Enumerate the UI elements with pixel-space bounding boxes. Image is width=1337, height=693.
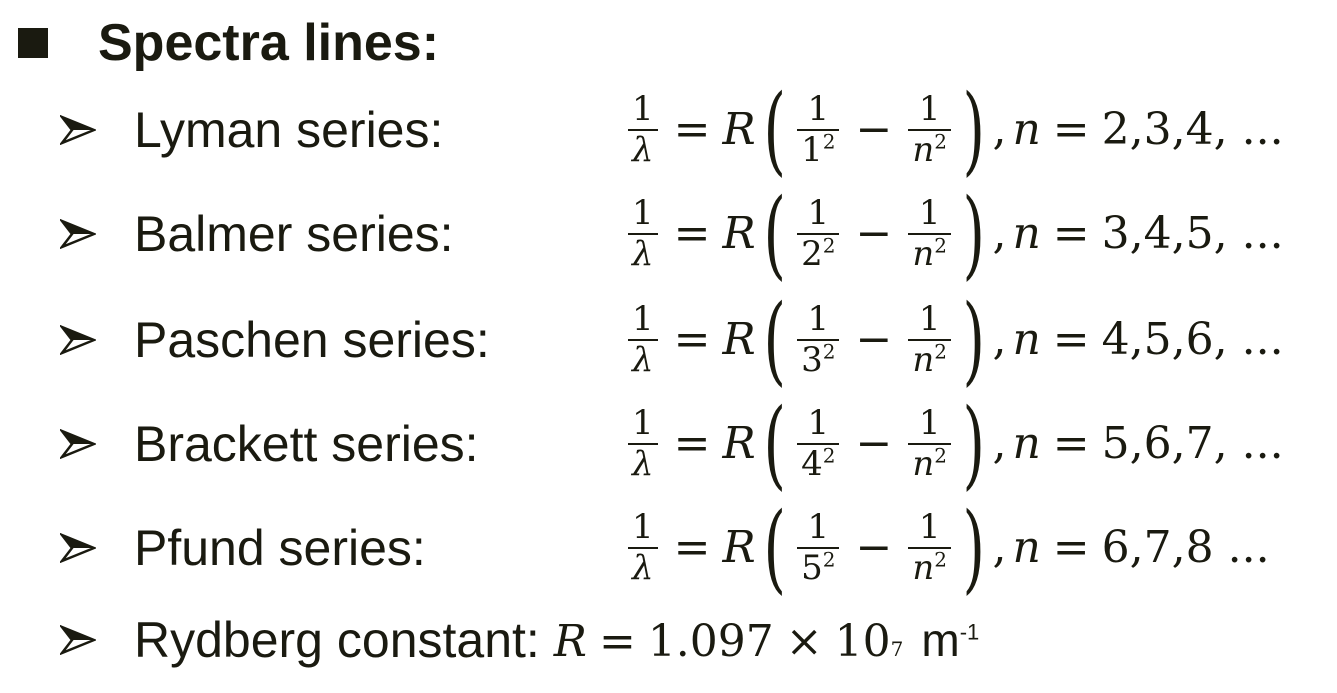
fraction-denominator — [797, 549, 839, 588]
exponent: 2 — [934, 129, 947, 154]
fraction-denominator-lambda: λ — [632, 443, 654, 484]
right-paren: ) — [962, 387, 985, 500]
fraction-denominator-lambda: λ — [632, 339, 654, 380]
series-formula — [624, 387, 1284, 500]
inverse-wavelength-fraction — [628, 300, 658, 380]
n-symbol: n — [1012, 104, 1041, 156]
series-row — [58, 283, 1328, 396]
fraction-denominator — [797, 341, 839, 380]
rydberg-formula: R = 1.097 × 10 7 $m^{-1}$ — [553, 614, 980, 667]
rydberg-symbol: R — [722, 208, 756, 260]
series-formula — [624, 177, 1284, 290]
lower-level-value: 4 — [801, 443, 823, 484]
fraction-numerator: 1 — [807, 88, 830, 129]
upper-level-fraction — [908, 404, 951, 484]
rydberg-symbol: R — [722, 522, 756, 574]
equals-sign: = — [1052, 104, 1090, 156]
heading-text: Spectra lines: — [98, 14, 440, 72]
series-label: Balmer series: — [134, 206, 454, 262]
lower-level-value: 1 — [801, 129, 823, 170]
square-bullet-icon — [18, 28, 48, 58]
left-paren: ( — [763, 491, 786, 604]
left-paren: ( — [763, 177, 786, 290]
right-paren: ) — [962, 491, 985, 604]
upper-level-fraction — [908, 90, 951, 170]
series-row — [58, 491, 1328, 604]
n-values: 6,7,8 ... — [1101, 522, 1270, 574]
equals-sign: = — [1052, 314, 1090, 366]
n-symbol: n — [912, 339, 935, 380]
series-label: Pfund series: — [134, 520, 426, 576]
n-symbol: n — [1012, 418, 1041, 470]
fraction-numerator: 1 — [807, 402, 830, 443]
minus-sign: − — [855, 314, 893, 366]
minus-sign: − — [855, 522, 893, 574]
arrow-bullet-icon — [58, 322, 98, 358]
rydberg-symbol: R — [722, 418, 756, 470]
fraction-numerator: 1 — [918, 402, 941, 443]
exponent: 2 — [822, 129, 836, 154]
n-values: 5,6,7, ... — [1101, 418, 1284, 470]
series-row — [58, 177, 1328, 290]
comma: , — [992, 314, 1007, 366]
n-values: 4,5,6, ... — [1101, 314, 1284, 366]
right-paren: ) — [962, 73, 985, 186]
fraction-denominator-lambda: λ — [632, 129, 654, 170]
fraction-numerator: 1 — [918, 506, 941, 547]
comma: , — [992, 418, 1007, 470]
series-row — [58, 387, 1328, 500]
exponent: 2 — [934, 233, 947, 258]
fraction-denominator — [797, 235, 839, 274]
series-label: Lyman series: — [134, 102, 444, 158]
lower-level-fraction — [797, 508, 839, 588]
rydberg-label: Rydberg constant: — [134, 612, 540, 668]
fraction-numerator: 1 — [807, 506, 830, 547]
series-formula — [624, 283, 1284, 396]
inverse-wavelength-fraction — [628, 90, 658, 170]
equals-sign: = — [673, 208, 711, 260]
comma: , — [992, 522, 1007, 574]
left-paren: ( — [763, 387, 786, 500]
right-paren: ) — [962, 283, 985, 396]
left-paren: ( — [763, 283, 786, 396]
lower-level-fraction — [797, 404, 839, 484]
exponent: 2 — [822, 233, 836, 258]
n-values: 3,4,5, ... — [1101, 208, 1284, 260]
n-symbol: n — [1012, 314, 1041, 366]
upper-level-fraction — [908, 194, 951, 274]
left-paren: ( — [763, 73, 786, 186]
series-row — [58, 73, 1328, 186]
comma: , — [992, 104, 1007, 156]
fraction-denominator — [797, 445, 839, 484]
series-formula — [624, 73, 1284, 186]
fraction-numerator: 1 — [632, 506, 654, 547]
minus-sign: − — [855, 104, 893, 156]
exponent: 2 — [934, 339, 947, 364]
lower-level-value: 3 — [801, 339, 823, 380]
rydberg-row — [58, 588, 1328, 692]
fraction-denominator — [908, 445, 951, 484]
fraction-denominator-lambda: λ — [632, 547, 654, 588]
fraction-denominator — [908, 549, 951, 588]
rydberg-equals: = — [598, 616, 636, 667]
n-symbol: n — [912, 233, 935, 274]
rydberg-symbol: R — [722, 104, 756, 156]
n-symbol: n — [1012, 208, 1041, 260]
arrow-bullet-icon — [58, 426, 98, 462]
heading — [18, 8, 439, 78]
inverse-wavelength-fraction — [628, 404, 658, 484]
fraction-numerator: 1 — [632, 88, 654, 129]
equals-sign: = — [1052, 522, 1090, 574]
rydberg-unit — [921, 613, 979, 667]
n-symbol: n — [912, 129, 935, 170]
inverse-wavelength-fraction — [628, 508, 658, 588]
minus-sign: − — [855, 418, 893, 470]
fraction-numerator: 1 — [632, 402, 654, 443]
equals-sign: = — [1052, 418, 1090, 470]
exponent: 2 — [822, 443, 836, 468]
fraction-denominator-lambda: λ — [632, 233, 654, 274]
arrow-bullet-icon — [58, 530, 98, 566]
fraction-numerator: 1 — [807, 192, 830, 233]
fraction-denominator — [908, 131, 951, 170]
rydberg-times: × — [785, 616, 823, 667]
arrow-bullet-icon — [58, 622, 98, 658]
n-symbol: n — [912, 547, 935, 588]
fraction-numerator: 1 — [918, 88, 941, 129]
equals-sign: = — [1052, 208, 1090, 260]
exponent: 2 — [822, 547, 836, 572]
rydberg-symbol: R — [553, 616, 587, 667]
series-label: Paschen series: — [134, 312, 490, 368]
n-values: 2,3,4, ... — [1101, 104, 1284, 156]
fraction-numerator: 1 — [632, 192, 654, 233]
rydberg-unit-symbol: m — [921, 614, 960, 666]
inverse-wavelength-fraction — [628, 194, 658, 274]
comma: , — [992, 208, 1007, 260]
equals-sign: = — [673, 418, 711, 470]
rydberg-mantissa: 1.097 — [647, 616, 774, 667]
exponent: 2 — [934, 547, 947, 572]
fraction-numerator: 1 — [632, 298, 654, 339]
rydberg-symbol: R — [722, 314, 756, 366]
fraction-denominator — [908, 235, 951, 274]
lower-level-value: 2 — [801, 233, 823, 274]
fraction-denominator — [908, 341, 951, 380]
equals-sign: = — [673, 522, 711, 574]
lower-level-fraction — [797, 90, 839, 170]
fraction-denominator — [797, 131, 839, 170]
equals-sign: = — [673, 104, 711, 156]
exponent: 2 — [934, 443, 947, 468]
arrow-bullet-icon — [58, 216, 98, 252]
minus-sign: − — [855, 208, 893, 260]
fraction-numerator: 1 — [918, 192, 941, 233]
rydberg-base: 10 — [834, 616, 891, 667]
lower-level-value: 5 — [801, 547, 823, 588]
exponent: 2 — [822, 339, 836, 364]
upper-level-fraction — [908, 300, 951, 380]
right-paren: ) — [962, 177, 985, 290]
lower-level-fraction — [797, 300, 839, 380]
series-formula — [624, 491, 1270, 604]
rydberg-unit-exponent: -1 — [959, 619, 980, 645]
n-symbol: n — [1012, 522, 1041, 574]
fraction-numerator: 1 — [807, 298, 830, 339]
equals-sign: = — [673, 314, 711, 366]
arrow-bullet-icon — [58, 112, 98, 148]
upper-level-fraction — [908, 508, 951, 588]
n-symbol: n — [912, 443, 935, 484]
series-label: Brackett series: — [134, 416, 479, 472]
lower-level-fraction — [797, 194, 839, 274]
fraction-numerator: 1 — [918, 298, 941, 339]
